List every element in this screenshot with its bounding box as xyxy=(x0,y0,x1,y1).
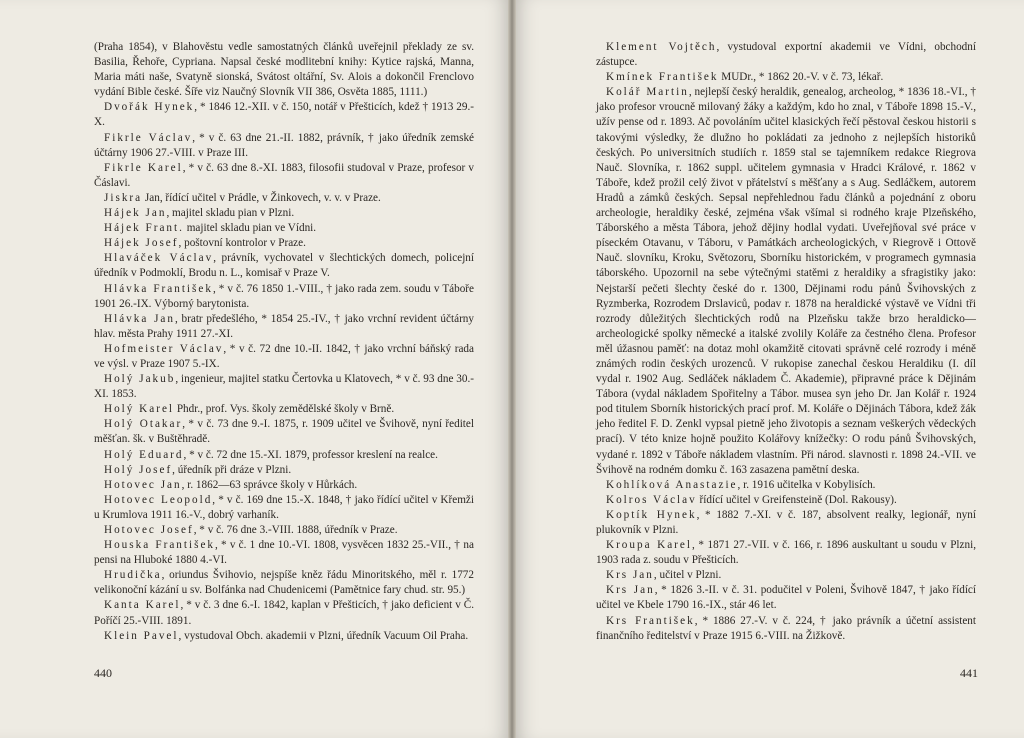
entry-paragraph xyxy=(596,478,976,493)
entry-paragraph xyxy=(94,402,474,417)
entry-text: Phdr., prof. Vys. školy zemědělské školy v Brně. xyxy=(174,403,395,416)
entry-name: Houska František xyxy=(104,539,216,552)
entry-paragraph xyxy=(596,583,976,613)
entry-name: Holý Otakar xyxy=(104,418,183,431)
right-page-number: 441 xyxy=(960,666,978,680)
entry-name: Fikrle Václav xyxy=(104,131,193,144)
entry-name: Kolář Martin xyxy=(606,86,689,99)
entry-text: , oriundus Švihovio, nejspíše kněz řádu Minoritského, měl r. 1772 velikonoční kázání u sv. Bolfánka nad Chudenicemi (Pamětnice fary chud. str. 95.) xyxy=(94,569,474,597)
entry-name: Hrudička xyxy=(104,569,162,582)
entry-text: , * v č. 72 dne 10.-II. 1842, † jako vrchní báňský rada ve výsl. v Praze 1907 5.-IX. xyxy=(94,342,474,370)
entry-paragraph xyxy=(596,40,976,70)
entry-paragraph xyxy=(94,251,474,281)
entry-name: Kanta Karel xyxy=(104,599,181,612)
entry-name: Kmínek František xyxy=(606,71,719,84)
entry-name: Hotovec Jan xyxy=(104,478,182,491)
entry-paragraph xyxy=(94,236,474,251)
entry-paragraph xyxy=(94,478,474,493)
entry-text: , úředník při dráze v Plzni. xyxy=(172,463,292,476)
entry-text: , * v č. 76 1850 1.-VIII., † jako rada zem. soudu v Táboře 1901 26.-IX. Výborný barytonista. xyxy=(94,282,474,310)
entry-paragraph xyxy=(94,206,474,221)
entry-text: , učitel v Plzni. xyxy=(653,569,722,582)
entry-name: Krs Jan xyxy=(606,569,654,582)
entry-text: majitel skladu pian ve Vídni. xyxy=(183,222,317,235)
entry-text: (Praha 1854), v Blahověstu vedle samostatných článků uveřejnil překlady ze sv. Basilia, Řehoře, Cypriana. Napsal české modlitební knihy: Kytice rajská, Manna, Maria máti naše, Svatyně sionská, Svátost oltářní, Sv. Alois a dokončil Frenclovo vydání Bible české. Šíře viz Naučný Slovník VII 386, Osvěta 1885, 1111.) xyxy=(94,41,474,99)
entry-text: , * v č. 1 dne 10.-VI. 1808, vysvěcen 1832 25.-VII., † na pensi na Hluboké 1880 4.-VI. xyxy=(94,539,474,567)
entry-name: Hlávka František xyxy=(104,282,213,295)
entry-paragraph xyxy=(94,100,474,130)
entry-name: Hofmeister Václav xyxy=(104,342,224,355)
entry-name: Krs František xyxy=(606,614,695,627)
entry-paragraph xyxy=(596,70,976,85)
entry-paragraph xyxy=(94,629,474,644)
entry-paragraph xyxy=(94,131,474,161)
entry-text: , * v č. 72 dne 15.-XI. 1879, professor kreslení na realce. xyxy=(183,448,438,461)
entry-name: Hájek Jan xyxy=(104,207,167,220)
entry-paragraph xyxy=(596,85,976,477)
entry-name: Hlávka Jan xyxy=(104,312,175,325)
entry-paragraph xyxy=(94,191,474,206)
entry-name: Hájek Josef xyxy=(104,237,179,250)
left-page-text xyxy=(94,40,474,644)
entry-paragraph xyxy=(94,312,474,342)
entry-paragraph xyxy=(94,282,474,312)
entry-name: Hotovec Leopold xyxy=(104,493,213,506)
entry-paragraph xyxy=(94,372,474,402)
entry-name: Klement Vojtěch xyxy=(606,41,717,53)
entry-name: Holý Eduard xyxy=(104,448,184,461)
entry-text: , vystudoval Obch. akademii v Plzni, úředník Vacuum Oil Praha. xyxy=(178,629,469,642)
entry-text: , * 1846 12.-XII. v č. 150, notář v Přešticích, kdež † 1913 29.-X. xyxy=(94,101,474,129)
entry-text: , bratr předešlého, * 1854 25.-IV., † jako vrchní revident účtárny hlav. města Prahy 1911 27.-XI. xyxy=(94,312,474,340)
entry-text: , * 1882 7.-XI. v č. 187, absolvent realky, legionář, nyní plukovník v Plzni. xyxy=(596,508,976,536)
entry-text: , ingenieur, majitel statku Čertovka u Klatovech, * v č. 93 dne 30.-XI. 1853. xyxy=(94,373,474,401)
entry-text: , * 1871 27.-VII. v č. 166, r. 1896 auskultant u soudu v Plzni, 1903 rada z. soudu v Přešticích. xyxy=(596,539,976,567)
book-gutter xyxy=(508,0,516,738)
entry-text: , majitel skladu pian v Plzni. xyxy=(166,207,295,220)
entry-paragraph xyxy=(94,40,474,100)
entry-text: , * v č. 73 dne 9.-I. 1875, r. 1909 učitel ve Švihově, nyní ředitel měšťan. šk. v Buštěhradě. xyxy=(94,418,474,446)
entry-name: Kohlíková Anastazie xyxy=(606,478,738,491)
entry-text: , * 1886 27.-V. v č. 224, † jako právník a účetní assistent finančního ředitelství v Praze 1915 6.-VIII. na Žižkově. xyxy=(596,614,976,642)
entry-name: Kolros Václav xyxy=(606,493,697,506)
entry-paragraph xyxy=(596,614,976,644)
entry-name: Hájek Frant. xyxy=(104,222,184,235)
entry-text: , * v č. 76 dne 3.-VIII. 1888, úředník v Praze. xyxy=(193,524,398,536)
entry-name: Holý Jakub xyxy=(104,373,176,386)
entry-text: , * v č. 3 dne 6.-I. 1842, kaplan v Přešticích, † jako deficient v Č. Poříčí 25.-VIII. 1891. xyxy=(94,599,474,627)
entry-name: Holý Josef xyxy=(104,463,173,476)
entry-text: MUDr., * 1862 20.-V. v č. 73, lékař. xyxy=(718,71,884,84)
entry-name: Klein Pavel xyxy=(104,629,179,642)
entry-name: Kroupa Karel xyxy=(606,539,692,552)
entry-paragraph xyxy=(94,463,474,478)
entry-paragraph xyxy=(94,493,474,523)
entry-paragraph xyxy=(94,417,474,447)
right-page-text xyxy=(596,40,976,644)
entry-paragraph xyxy=(596,538,976,568)
entry-text: , nejlepší český heraldik, genealog, archeolog, * 1836 18.-VI., † jako profesor vroucně milovaný žáky a každým, kdo ho znal, v Táboře 1898 15.-V., užív pense od r. 1893. Ač povoláním učitel klasických řečí pěstoval českou historii s takovými výsledky, že dlužno ho pokládati za jednoho z nejlepších historiků českých. Po universitních studiích r. 1859 stal se tajemníkem redakce Riegrova Nauč. Slovníka, r. 1862 suppl. učitelem gymnasia v Hradci Králové, r. 1862 v Táboře, kdež prožil celý život v přátelství s měšťany a s Aug. Sedláčkem, autorem Hradů a zámků českých. Sepsal nepřehlednou řadu článků a pojednání z oboru archeologie, heraldiky české, zejména však všímal si rodného kraje Plzeňského, Táborského a města Tábora, jehož dějiny hodlal vydati. Uveřejňoval své práce v píseckém Otavanu, v Táboru, v Památkách archeologických, v Riegrově i Ottově Nauč. slovníku, Kroku, Světozoru, Sborníku historickém, v programech gymnasia táborského. Upozornil na sebe výtečnými statěmi z heraldiky a sfragistiky jako: Nejstarší pečeti šlechty české do r. 1300, Dějinami rodu pánů Švihovských z Ryzmberka, Rozrodem Drslaviců, podav r. 1878 na heraldické výstavě ve Vídni tři rozrody důležitých šlechtických rodů na Plzeňsku takže brzo heraldicko—archeologické spolky německé a italské zvolily Koláře za čestného člena. Profesor měl úžasnou paměť: na dotaz mohl okamžitě citovati správně celé rozrody i méně známých rodin českých urozenců. V rukopise zanechal českou Heraldiku (I. díl vydal r. 1902 Aug. Sedláček nákladem Č. Akademie), připravné práce k Dějinám Tábora (vydal nákladem Spořitelny a Tábor. musea syn jeho Dr. Jan Kolář r. 1924 pod titulem Sborník historických prací prof. M. Koláře o Dějinách Tábora, kdež žák jeho ředitel F. D. Zenkl vypsal pietně jeho životopis a seznam veškerých vědeckých prací). V této knize hojně použito Kolářovy knížečky: O rodu pánů Švihovských, vydané r. 1892 v Táboře nákladem vlastním. Při národ. slavnosti r. 1898 24.-VII. ve Švihově na rodném domku č. 163 zasazena pamětní deska. xyxy=(596,86,976,476)
entry-paragraph xyxy=(596,493,976,508)
entry-text: , * v č. 169 dne 15.-X. 1848, † jako řídící učitel v Křemži u Krumlova 1911 16.-V., dobrý varhaník. xyxy=(94,493,474,521)
entry-name: Holý Karel xyxy=(104,403,175,416)
entry-paragraph xyxy=(596,568,976,583)
entry-name: Hotovec Josef xyxy=(104,524,194,536)
entry-text: , * v č. 63 dne 21.-II. 1882, právník, † jako úředník zemské účtárny 1906 27.-VIII. v Praze III. xyxy=(94,131,475,159)
entry-paragraph xyxy=(94,523,474,538)
entry-paragraph xyxy=(94,448,474,463)
entry-text: , poštovní kontrolor v Praze. xyxy=(178,237,306,250)
entry-name: Fikrle Karel xyxy=(104,161,183,174)
entry-name: Hlaváček Václav xyxy=(104,252,214,265)
entry-paragraph xyxy=(94,342,474,372)
entry-text: , * v č. 63 dne 8.-XI. 1883, filosofii studoval v Praze, profesor v Čáslavi. xyxy=(94,161,474,189)
entry-text: Jan, řídící učitel v Prádle, v Žinkovech, v. v. v Praze. xyxy=(142,191,381,204)
entry-text: řídící učitel v Greifensteině (Dol. Rakousy). xyxy=(696,493,897,506)
entry-text: , r. 1916 učitelka v Kobylisích. xyxy=(737,478,876,491)
entry-text: , právník, vychovatel v šlechtických domech, policejní úředník v Podmoklí, Brodu n. L., komisař v Praze V. xyxy=(94,252,475,280)
entry-name: Dvořák Hynek xyxy=(104,101,195,114)
entry-paragraph xyxy=(94,538,474,568)
entry-paragraph xyxy=(596,508,976,538)
entry-name: Koptík Hynek xyxy=(606,508,697,521)
entry-name: Krs Jan xyxy=(606,584,655,597)
entry-paragraph xyxy=(94,161,474,191)
entry-text: , r. 1862—63 správce školy v Hůrkách. xyxy=(181,478,358,491)
entry-name: Jiskra xyxy=(104,191,143,204)
entry-paragraph xyxy=(94,598,474,628)
entry-text: , vystudoval exportní akademii ve Vídni, obchodní zástupce. xyxy=(596,41,976,69)
entry-text: , * 1826 3.-II. v č. 31. podučitel v Poleni, Švihově 1847, † jako řídící učitel ve Kbele 1790 16.-IX., stár 46 let. xyxy=(596,584,976,612)
entry-paragraph xyxy=(94,221,474,236)
left-page-number: 440 xyxy=(94,666,112,680)
right-page xyxy=(512,0,1024,738)
entry-paragraph xyxy=(94,568,474,598)
